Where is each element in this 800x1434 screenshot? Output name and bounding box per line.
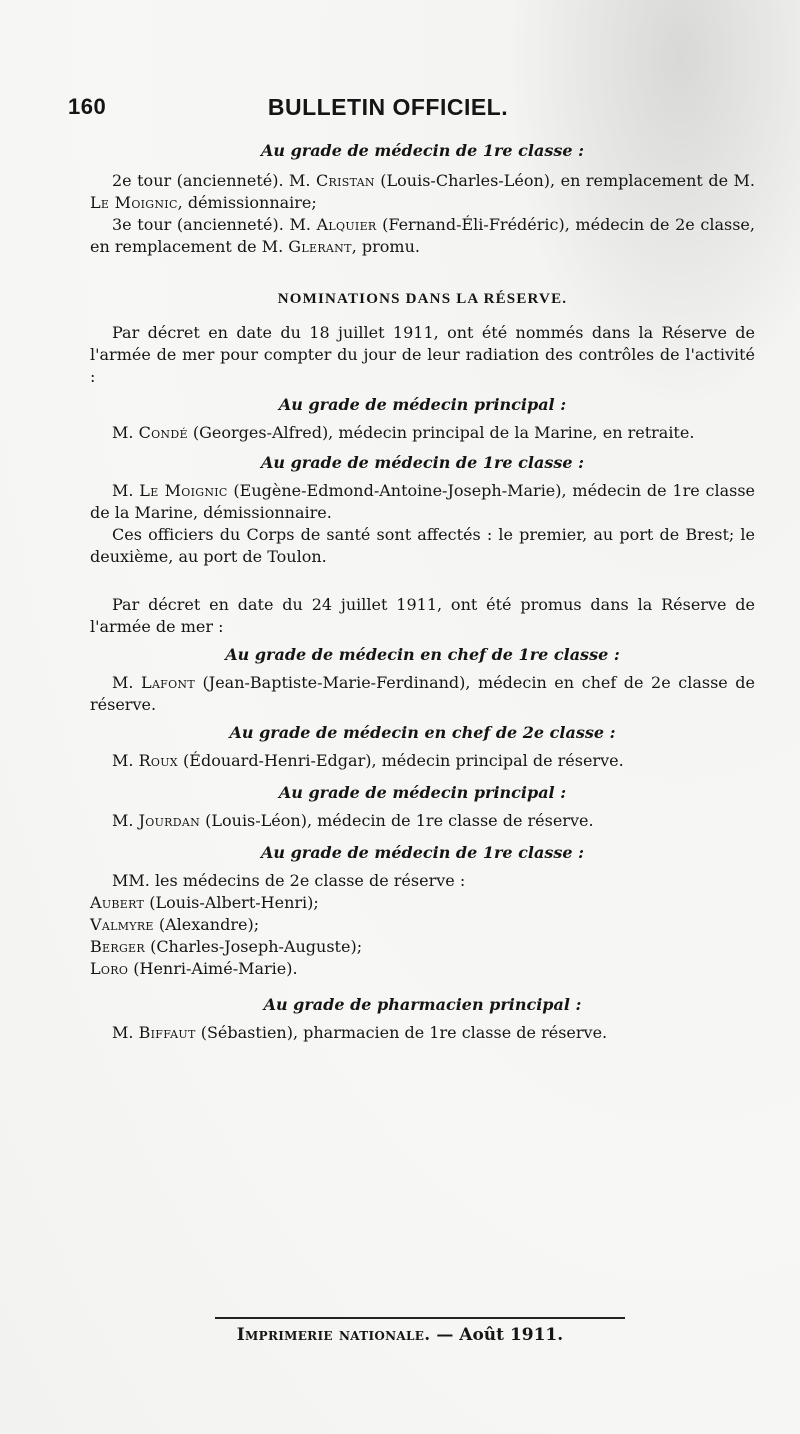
- person-name: Glerant: [288, 237, 352, 256]
- person-name: Jourdan: [138, 811, 201, 830]
- text: —: [430, 1325, 460, 1345]
- list-item: [90, 958, 755, 980]
- grade-heading: Au grade de médecin de 1re classe :: [260, 141, 585, 160]
- text: M.: [112, 751, 139, 770]
- paragraph: [90, 422, 755, 444]
- paragraph: Ces officiers du Corps de santé sont affectés : le premier, au port de Brest; le deuxième, au port de Toulon.: [90, 525, 755, 566]
- person-name: Condé: [138, 423, 188, 442]
- person-name: Aubert: [90, 893, 145, 912]
- paragraph: Par décret en date du 24 juillet 1911, ont été promus dans la Réserve de l'armée de mer :: [90, 595, 755, 636]
- printer-name: Imprimerie nationale.: [236, 1325, 431, 1345]
- grade-heading: Au grade de médecin de 1re classe :: [260, 843, 585, 862]
- grade-heading: Au grade de médecin en chef de 1re classe :: [225, 645, 620, 664]
- paragraph: [90, 750, 755, 772]
- person-name: Roux: [138, 751, 178, 770]
- person-name: Le Moignic: [139, 481, 228, 500]
- running-title: BULLETIN OFFICIEL.: [267, 94, 509, 120]
- person-name: Valmyre: [90, 915, 154, 934]
- paragraph: [90, 170, 755, 214]
- page-number: 160: [68, 94, 107, 119]
- paragraph: [90, 810, 755, 832]
- text: , démissionnaire;: [177, 193, 317, 212]
- person-name: Le Moignic: [90, 193, 178, 212]
- printer-footer: [0, 1325, 800, 1345]
- text: M.: [112, 811, 139, 830]
- text: 2e tour (ancienneté). M.: [112, 171, 316, 190]
- person-name: Biffaut: [138, 1023, 196, 1042]
- paragraph: [90, 1022, 755, 1044]
- paragraph: [90, 672, 755, 716]
- paragraph: [90, 214, 755, 258]
- text: M.: [112, 481, 140, 500]
- paragraph: MM. les médecins de 2e classe de réserve :: [112, 871, 466, 890]
- grade-heading: Au grade de médecin de 1re classe :: [260, 453, 585, 472]
- list-item: [90, 914, 755, 936]
- grade-heading: Au grade de pharmacien principal :: [263, 995, 582, 1014]
- person-name: Lafont: [141, 673, 195, 692]
- text: (Charles-Joseph-Auguste);: [144, 937, 363, 956]
- text: , promu.: [351, 237, 420, 256]
- text: (Fernand-Éli-Frédéric), médecin de 2e classe, en remplacement de M.: [90, 215, 755, 256]
- text: (Henri-Aimé-Marie).: [128, 959, 298, 978]
- paragraph: [90, 480, 755, 524]
- text: (Édouard-Henri-Edgar), médecin principal de réserve.: [177, 751, 624, 770]
- print-date: Août 1911.: [459, 1325, 564, 1345]
- text: (Louis-Albert-Henri);: [144, 893, 319, 912]
- text: (Georges-Alfred), médecin principal de la Marine, en retraite.: [187, 423, 695, 442]
- footer-divider: [215, 1317, 625, 1319]
- grade-heading: Au grade de médecin en chef de 2e classe :: [229, 723, 616, 742]
- text: (Jean-Baptiste-Marie-Ferdinand), médecin en chef de 2e classe de réserve.: [90, 673, 756, 714]
- text: M.: [112, 1023, 139, 1042]
- text: M.: [112, 673, 142, 692]
- grade-heading: Au grade de médecin principal :: [278, 395, 567, 414]
- text: (Louis-Léon), médecin de 1re classe de réserve.: [200, 811, 594, 830]
- text: (Eugène-Edmond-Antoine-Joseph-Marie), médecin de 1re classe de la Marine, démissionnaire.: [90, 481, 756, 522]
- list-item: [90, 936, 755, 958]
- list-item: [90, 892, 755, 914]
- person-name: Cristan: [316, 171, 375, 190]
- document-body: [90, 140, 755, 1044]
- person-name: Alquier: [316, 215, 377, 234]
- paragraph: Par décret en date du 18 juillet 1911, ont été nommés dans la Réserve de l'armée de mer pour compter du jour de leur radiation des contrôles de l'activité :: [90, 323, 755, 386]
- page-header: [68, 94, 768, 124]
- text: 3e tour (ancienneté). M.: [112, 215, 317, 234]
- person-name: Berger: [90, 937, 145, 956]
- text: (Sébastien), pharmacien de 1re classe de réserve.: [195, 1023, 608, 1042]
- person-name: Loro: [90, 959, 129, 978]
- text: (Louis-Charles-Léon), en remplacement de M.: [374, 171, 755, 190]
- text: M.: [112, 423, 139, 442]
- text: (Alexandre);: [153, 915, 260, 934]
- section-title: NOMINATIONS DANS LA RÉSERVE.: [277, 291, 568, 307]
- grade-heading: Au grade de médecin principal :: [278, 783, 567, 802]
